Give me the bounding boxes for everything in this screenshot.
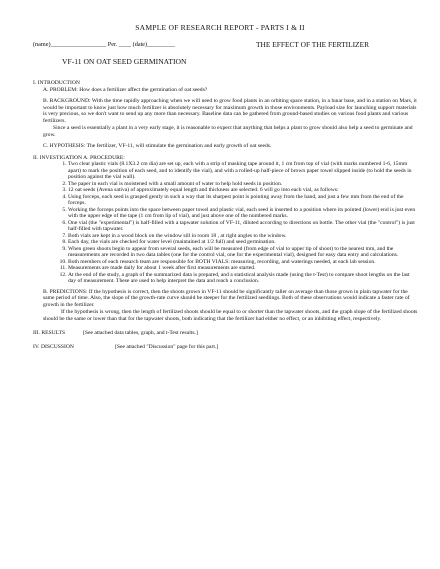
predictions-text-2: If the hypothesis is wrong, then the length of fertilized shoots should be equal to or shorter than the tapwater shoots, and the graph slope of the fertilized shoots should be the same or lower than that for the tapwater shoots, both indicating that the fertilizer had either no effect, or an inhibiting effect, respectively. bbox=[43, 309, 418, 322]
procedure-step: 5. Working the forceps points into the space between paper towel and plastic vial, each seed is inserted to a position where its pointed (lower) end is just even with the upper edge of the tape (1 cm from lip of vial), and just above one of the numbered marks. bbox=[68, 207, 418, 220]
procedure-step: 1. Two clear plastic vials (8.1X3.2 cm dia) are set up, each with a strip of masking tape around it, 1 cm from top of vial (with marks numbered 1-6, 15mm apart) to mark the position of each seed, and to identify the vial), and with a rolled-up half-piece of brown paper towel slipped inside (to hold the seeds in position against the vial wall). bbox=[68, 161, 418, 181]
report-subtitle: VF-11 ON OAT SEED GERMINATION bbox=[62, 57, 187, 66]
procedure-step: 8. Each day, the vials are checked for water level (maintained at 1/2 full) and seed germination. bbox=[68, 239, 418, 246]
procedure-list bbox=[33, 161, 418, 285]
report-body bbox=[33, 80, 418, 350]
name-period-date-line: (name)__________________ Per. ____ (date)_________ bbox=[33, 41, 175, 48]
procedure-step: 3. 12 oat seeds (Avena sativa) of approximately equal length and thickness are selected. 6 will go into each vial, as follows: bbox=[68, 187, 418, 194]
procedure-step: 9. When green shoots begin to appear from several seeds, each will be measured (from edge of vial to upper tip of shoot) to the nearest mm, and the measurements are recorded in two data tables (one for the control vial, one for the experimental vial), designed for easy data entry and calculations. bbox=[68, 246, 418, 259]
report-title: THE EFFECT OF THE FERTILIZER bbox=[256, 40, 370, 49]
problem-text: A. PROBLEM: How does a fertilizer affect the germination of oat seeds? bbox=[43, 86, 208, 93]
results-text: [See attached data tables, graph, and t-Test results.] bbox=[83, 330, 198, 336]
intro-heading: I. INTRODUCTION bbox=[33, 80, 80, 86]
procedure-step: 4. Using forceps, each seed is grasped gently in such a way that its sharpest point is pointing away from the hand, and just a few mm from the end of the forceps. bbox=[68, 194, 418, 207]
procedure-step: 12. At the end of the study, a graph of the summarized data is prepared, and a statistical analysis made (using the t-Test) to compare shoot lengths on the last day of measurement. These are used to help interpret the data and reach a conclusion. bbox=[68, 272, 418, 285]
procedure-step: 6. One vial (the "experimental") is half-filled with a tapwater solution of VF-11, diluted according to directions on bottle. The other vial (the "control") is just half-filled with tapwater. bbox=[68, 220, 418, 233]
predictions-text: B. PREDICTIONS: If the hypothesis is correct, then the shoots grown in VF-11 should be significantly taller on average than those grown in plain tapwater for the same period of time. Also, the slope of the growth-rate curve should be steeper for the fertilized seedlings. Both of these observations would indicate a faster rate of growth in the fertilizer. bbox=[43, 288, 410, 308]
background-text: B. BACKGROUND: With the time rapidly approaching when we will need to grow food plants in an orbiting space station, in a lunar base, and in a station on Mars, it would be important to know just how much fertilizer is absolutely necessary for maximum growth in those environments. Payload size for launching support materials is very precious, so we don't want to send up any more than necessary. Baseline data can be gathered from ground-based studies on various food plants and various fertilizers. bbox=[43, 98, 417, 124]
discussion-row bbox=[33, 344, 418, 351]
discussion-label: IV. DISCUSSION bbox=[33, 343, 74, 350]
procedure-step: 10. Both members of each research team are responsible for BOTH VIALS: measuring, recording, and waterings needed, at each lab session. bbox=[68, 259, 418, 266]
procedure-step: 11. Measurements are made daily for about 1 week after first measurements are started. bbox=[68, 265, 418, 272]
investigation-heading: II. INVESTIGATION A. PROCEDURE: bbox=[33, 154, 125, 161]
procedure-step: 7. Both vials are kept in a wood block on the window sill in room 18 , at right angles to the window. bbox=[68, 233, 418, 240]
discussion-text: [See attached "Discussion" page for this part.] bbox=[115, 343, 219, 350]
procedure-step: 2. The paper in each vial is moistened with a small amount of water to help hold seeds in position. bbox=[68, 181, 418, 188]
hypothesis-text: C. HYPOTHESIS: The fertilizer, VF-11, will stimulate the germination and early growth of oat seeds. bbox=[43, 143, 272, 149]
page-title: SAMPLE OF RESEARCH REPORT - PARTS I & II bbox=[135, 23, 305, 32]
results-label: III. RESULTS bbox=[33, 330, 66, 336]
background-text-2: Since a seed is essentially a plant in a very early stage, it is reasonable to expect that anything that helps a plant to grow should also help a seed to germinate and grow. bbox=[43, 125, 413, 138]
